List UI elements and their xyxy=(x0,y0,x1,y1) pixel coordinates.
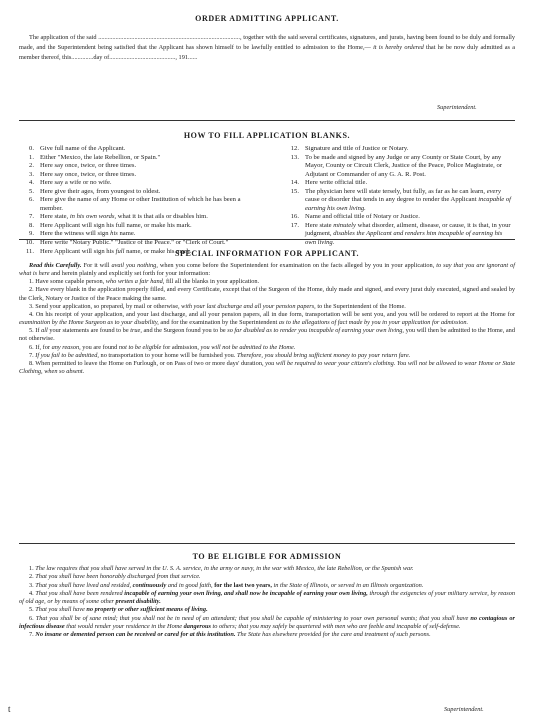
item-number: 7. xyxy=(29,213,34,221)
item-text: To be made and signed by any Judge or any County or State Court, by any Mayor, County or Circuit Clerk, Justice of the Peace, Police Magistrate, or Adjutant or Commander of any G. A. R. Post. xyxy=(305,153,502,178)
stray-mark: t xyxy=(8,704,11,714)
instruction-left-item xyxy=(22,196,254,213)
special-paragraph: 4. On his receipt of your application, and your last discharge, and all your pension papers, all in due form, transportation will be sent you, and you will be ordered to report at the Home for examination by the Home Surgeon as to your disability, and for the examination by the Superintendent as to the allegations of fact made by you in your application for admission. xyxy=(19,310,515,327)
eligible-paragraph: 5. That you shall have no property or other sufficient means of living. xyxy=(29,606,208,614)
item-number: 14. xyxy=(290,179,299,187)
special-paragraph: 7. If you fail to be admitted, no transportation to your home will be furnished you. Therefore, you should bring sufficient money to pay your return fare. xyxy=(29,351,411,359)
month-blank[interactable]: .......................................... xyxy=(109,54,176,62)
item-number: 3. xyxy=(29,170,34,178)
order-text-start: The application of the said xyxy=(29,34,97,41)
eligible-signature: Superintendent. xyxy=(444,706,484,713)
item-number: 6. xyxy=(29,196,34,204)
instruction-left-item xyxy=(22,213,254,222)
instruction-right-item xyxy=(285,179,513,188)
item-number: 5. xyxy=(29,187,34,195)
section-divider xyxy=(19,120,515,121)
instruction-right-item xyxy=(285,154,513,180)
item-number: 17. xyxy=(290,221,299,229)
special-information-body xyxy=(19,262,515,376)
eligible-paragraph: 6. That you shall be of sane mind; that you shall not be in need of an attendant; that you shall be capable of ministering to your own personal wants; that you shall have no contagious or infectious disease that would render your residence in the Home dangerous to others; that you may safely be quartered with men who are feeble and incapable of self-defense. xyxy=(19,614,515,630)
item-text: Here Applicant will sign his full name, or make his mark. xyxy=(40,221,192,229)
item-text: The physician here will state tersely, but fully, as far as he can learn, every cause or disorder that tends in any degree to render the Applicant incapable of earning his own living. xyxy=(305,187,511,212)
eligible-paragraph: 1. The law requires that you shall have served in the U. S. A. service, in the army or navy, in the war with Mexico, the late Rebellion, or the Spanish war. xyxy=(29,565,414,572)
section-divider xyxy=(19,239,515,240)
order-title: ORDER ADMITTING APPLICANT. xyxy=(195,14,339,23)
item-text: Give full name of the Applicant. xyxy=(40,145,126,152)
item-number: 2. xyxy=(29,162,34,170)
special-paragraph: 2. Have every blank in the application properly filled, and every Certificate, except that of the Surgeon of the Home, duly made and signed, and every jurat duly executed, signed and sealed by the Clerk, Notary or Justice of the Peace making the same. xyxy=(19,286,515,302)
instruction-left-item xyxy=(22,145,254,154)
eligible-title: TO BE ELIGIBLE FOR ADMISSION xyxy=(192,552,342,561)
item-text: Here the witness will sign his name. xyxy=(40,230,136,238)
special-paragraph: 8. When permitted to leave the Home on Furlough, or on Pass of two or more days' duration, you will be required to wear your citizen's clothing. You will not be allowed to wear Home or State Clothing, when so absent. xyxy=(19,359,515,376)
instruction-left-item xyxy=(22,179,254,188)
eligible-paragraph: 3. That you shall have lived and resided, continuously and in good faith, for the last two years, in the State of Illinois, or served in an Illinois organization. xyxy=(29,581,424,589)
item-number: 13. xyxy=(290,153,299,161)
item-text: Here say once, twice, or three times. xyxy=(40,170,137,178)
order-text-body: , together with the said several certificates, signatures, and jurats, having been found to be duly and formally made, and the Superintendent being satisfied that the Applicant has shown himself to be lawfully entitled to admission to the Home,— xyxy=(19,34,515,52)
item-text: Here say once, twice, or three times. xyxy=(40,162,137,170)
eligible-paragraph: 7. No insane or demented person can be received or cared for at this institution. The State has elsewhere provided for the care and treatment of such persons. xyxy=(29,631,431,638)
instructions-title: HOW TO FILL APPLICATION BLANKS. xyxy=(183,131,351,140)
order-ordered-phrase: it is hereby ordered xyxy=(373,44,424,52)
order-signature: Superintendent. xyxy=(437,104,477,111)
item-text: Here state, in his own words, what it is that ails or disables him. xyxy=(40,213,208,221)
instruction-left-item xyxy=(22,154,254,163)
item-number: 11. xyxy=(26,247,34,255)
instruction-left-item xyxy=(22,171,254,180)
eligibility-body xyxy=(19,565,515,639)
special-paragraph: 1. Have some capable person, who writes a fair hand, fill all the blanks in your application. xyxy=(29,278,260,286)
item-number: 8. xyxy=(29,221,34,229)
item-text: Here state minutely what disorder, ailment, disease, or cause, it is that, in your judgment, disables the Applicant and renders him incapable of earning his own living. xyxy=(305,221,511,247)
item-number: 10. xyxy=(25,239,34,247)
instruction-right-item xyxy=(285,145,513,154)
instruction-left-item xyxy=(22,230,254,239)
instruction-left-item xyxy=(22,239,254,248)
special-paragraph: 3. Send your application, so prepared, by mail or otherwise, with your last discharge and all your pension papers, to the Superintendent of the Home. xyxy=(29,302,406,310)
applicant-name-blank[interactable]: .......................................................................................... xyxy=(98,34,240,41)
eligible-paragraph: 2. That you shall have been honorably discharged from that service. xyxy=(29,573,201,581)
special-paragraph: 6. If, for any reason, you are found not to be eligible for admission, you will not be admitted to the Home. xyxy=(29,343,296,351)
item-text: Here give their ages, from youngest to oldest. xyxy=(40,187,161,195)
item-text: Here say a wife or no wife. xyxy=(40,179,112,187)
instruction-left-item xyxy=(22,162,254,171)
item-text: Here write "Notary Public." "Justice of the Peace." or "Clerk of Court." xyxy=(40,239,229,247)
instruction-right-item xyxy=(285,222,513,248)
item-text: Here write official title. xyxy=(305,179,368,187)
day-blank[interactable]: .............. xyxy=(71,54,94,62)
item-number: 4. xyxy=(29,179,34,187)
special-paragraph: 5. If all your statements are found to be true, and the Surgeon found you to be so far disabled as to render you incapable of earning your own living, you will then be admitted to the Home, and not otherwise. xyxy=(19,327,515,343)
item-number: 15. xyxy=(290,187,299,195)
item-text: Either "Mexico, the late Rebellion, or Spain." xyxy=(40,153,161,161)
special-paragraph: Read this Carefully. For it will avail you nothing, when you come before the Superintendent for examination on the facts alleged by you in your application, to say that you are ignorant of what is here and herein plainly and explicitly set forth for your information: xyxy=(19,262,516,278)
order-year-text: , 191 xyxy=(175,54,188,62)
item-text: Here give the name of any Home or other Institution of which he has been a member. xyxy=(40,196,241,212)
instruction-right-item xyxy=(285,188,513,214)
item-text: Here Applicant will sign his full name, or make his mark. xyxy=(40,247,192,255)
item-number: 9. xyxy=(29,230,34,238)
instruction-right-item xyxy=(285,213,513,222)
item-text: Name and official title of Notary or Justice. xyxy=(305,213,420,221)
order-text-admitted: that he be now duly admitted as a member thereof, this xyxy=(19,44,516,62)
eligible-paragraph: 4. That you shall have been rendered incapable of earning your own living, and shall now be incapable of earning your own living, through the exigencies of your military service, by reason of old age, or by means of some other present disability. xyxy=(19,589,516,605)
item-number: 12. xyxy=(290,145,299,152)
section-divider xyxy=(19,543,515,544)
year-blank[interactable]: ...... xyxy=(187,54,198,62)
special-title: SPECIAL INFORMATION FOR APPLICANT. xyxy=(174,249,360,258)
item-text: Signature and title of Justice or Notary. xyxy=(305,145,409,152)
instruction-left-item xyxy=(22,222,254,231)
order-paragraph xyxy=(19,33,515,64)
item-number: 0. xyxy=(29,145,34,152)
order-day-word: day of xyxy=(93,54,110,62)
instructions-right-column xyxy=(285,145,513,248)
instruction-left-item xyxy=(22,188,254,197)
item-number: 1. xyxy=(29,153,34,161)
item-number: 16. xyxy=(290,213,299,221)
